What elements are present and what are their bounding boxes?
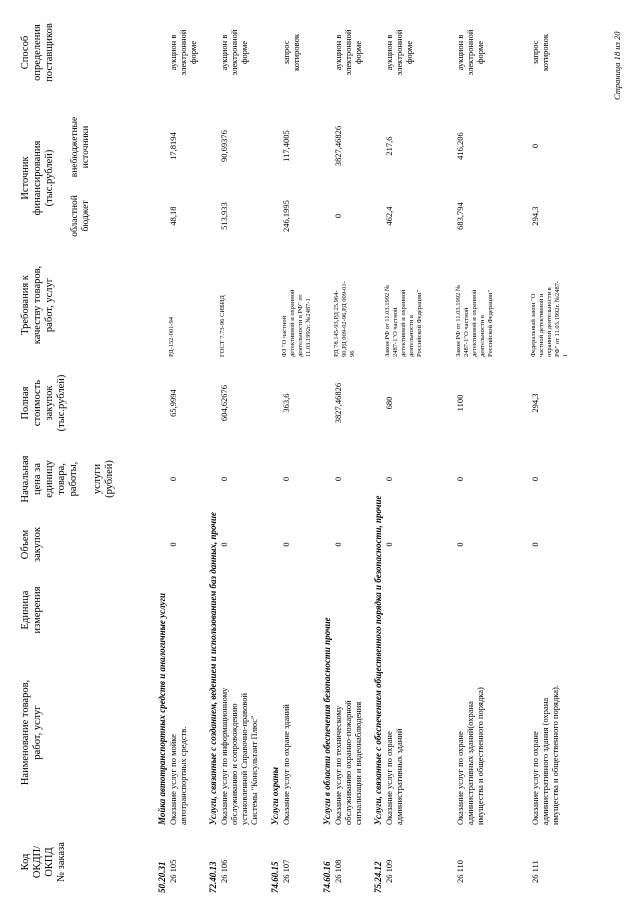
header-requirements: Требования к качеству товаров, работ, услуг [20, 265, 55, 345]
row-requirements: Закон РФ от 11.03.1992 № 2487-1"О частной детективной и охранной деятельности в Российской Федерации" [455, 284, 494, 357]
row-volume: 0 [384, 542, 394, 547]
row-price: 0 [281, 476, 291, 482]
row-requirements: ГОСТ 7.73-96 СИБИД [219, 295, 226, 357]
section-code: 75.24.12 [373, 861, 383, 893]
row-volume: 0 [530, 542, 540, 547]
page-number: Страница 18 из 20 [612, 31, 622, 100]
row-total: 604,62676 [219, 384, 229, 422]
section-code: 50.20.31 [157, 861, 167, 893]
row-requirements: РД-152-001-94 [168, 316, 175, 357]
row-source-extra: 3827,46826 [333, 125, 343, 167]
row-method: запрос котировок [530, 34, 550, 71]
row-requirements: Федеральный закон "О частной детективной и охранной деятельности в РФ" от 11.03.1992г. №2487- 1 [530, 280, 569, 357]
row-volume: 0 [219, 542, 229, 547]
row-name: Оказание услуг по охране административного здания (охрана имущества и общественного порядка). [530, 684, 560, 825]
row-total: 3827,46826 [333, 382, 343, 424]
header-source-extra: внебюджетные источники [70, 116, 91, 178]
row-requirements: Закон РФ от 11.03.1992 № 2487-1"О частной детективной и охранной деятельности в Российской Федерации" [384, 284, 423, 357]
row-method: аукцион в электронной форме [219, 29, 249, 76]
row-method: аукцион в электронной форме [333, 29, 363, 76]
row-source-extra: 416,206 [455, 132, 465, 160]
row-number: 26 108 [333, 859, 343, 883]
section-code: 74.60.16 [322, 861, 332, 893]
row-method: запрос котировок [281, 34, 301, 71]
row-total: 65,9994 [168, 389, 178, 417]
row-volume: 0 [333, 542, 343, 547]
header-code: Код ОКДП/ ОКПД № заказа [20, 842, 67, 882]
section-title: Услуги, связанные с обеспечением общественного порядка и безопасности, прочие [373, 495, 383, 825]
header-method: Способ определения поставщиков [20, 23, 55, 82]
row-method: аукцион в электронной форме [384, 29, 414, 76]
row-method: аукцион в электронной форме [168, 29, 198, 76]
row-number: 26 109 [384, 859, 394, 883]
row-number: 26 110 [455, 859, 465, 883]
row-total: 363,6 [281, 393, 291, 413]
row-total: 1100 [455, 394, 465, 412]
row-source-regional: 0 [333, 213, 343, 219]
row-name: Оказание услуг по охране административных зданий(охрана имущества и общественного порядка) [455, 687, 485, 825]
section-title: Мойка автотранспортных средств и аналогичные услуги [157, 593, 167, 825]
row-volume: 0 [281, 542, 291, 547]
row-source-extra: 90,69376 [219, 130, 229, 162]
row-price: 0 [333, 476, 343, 482]
row-source-extra: 117,4005 [281, 130, 291, 162]
row-source-extra: 17,8194 [168, 132, 178, 160]
row-number: 26 111 [530, 860, 540, 883]
row-method: аукцион в электронной форме [455, 29, 485, 76]
header-unit: Единица измерения [20, 586, 43, 634]
header-price: Начальная цена за единицу товара, работы, услуги (рублей) [20, 455, 115, 503]
row-source-regional: 513,933 [219, 202, 229, 230]
section-title: Услуги охраны [270, 767, 280, 825]
row-price: 0 [530, 476, 540, 482]
row-name: Оказание услуг по техническому обслуживанию охранно-пожарной сигнализации и видеонаблюдения [333, 700, 363, 825]
row-name: Оказание услуг по информационному обслуживанию и сопровождению установленной Справочно-правовой Системы "Консультант Плюс" [219, 687, 259, 825]
row-number: 26 106 [219, 859, 229, 883]
row-price: 0 [384, 476, 394, 482]
row-price: 0 [455, 476, 465, 482]
row-number: 26 105 [168, 859, 178, 883]
row-source-regional: 683,794 [455, 202, 465, 230]
row-source-extra: 217,6 [384, 136, 394, 156]
row-total: 680 [384, 396, 394, 410]
row-source-regional: 246,1995 [281, 200, 291, 232]
section-code: 74.60.15 [270, 861, 280, 893]
row-price: 0 [219, 476, 229, 482]
section-title: Услуги, связанные с созданием, ведением и использованием баз данных, прочие [208, 512, 218, 825]
row-name: Оказание услуг по охране зданий [281, 704, 291, 825]
row-name: Оказание услуг по охране административных зданий [384, 728, 404, 825]
section-title: Услуги в области обеспечения безопасности прочие [322, 617, 332, 825]
row-source-regional: 462,4 [384, 206, 394, 226]
row-source-extra: 0 [530, 143, 540, 149]
row-total: 294,3 [530, 393, 540, 413]
row-source-regional: 48,18 [168, 206, 178, 226]
header-source: Источник финансирования (тыс.рублей) [20, 140, 55, 216]
row-source-regional: 294,3 [530, 206, 540, 226]
header-volume: Объем закупок [20, 527, 43, 562]
row-number: 26 107 [281, 859, 291, 883]
row-price: 0 [168, 476, 178, 482]
row-volume: 0 [455, 542, 465, 547]
header-total: Полная стоимость закупок (тыс.рублей) [20, 374, 67, 432]
row-volume: 0 [168, 542, 178, 547]
header-name: Наименование товаров, работ, услуг [20, 679, 43, 786]
header-source-regional: областной бюджет [70, 195, 91, 237]
row-name: Оказание услуг по мойке автотранспортных средств. [168, 726, 188, 825]
row-requirements: ФЗ "О частной детективной и охранной деятельности в РФ" от 11.03.1992г. №2487-1 [281, 289, 312, 357]
section-code: 72.40.13 [208, 861, 218, 893]
row-requirements: РД 78.145-93,РД 25.964- 90,РД 009-02-96,РД 009-01- 96 [333, 281, 356, 357]
